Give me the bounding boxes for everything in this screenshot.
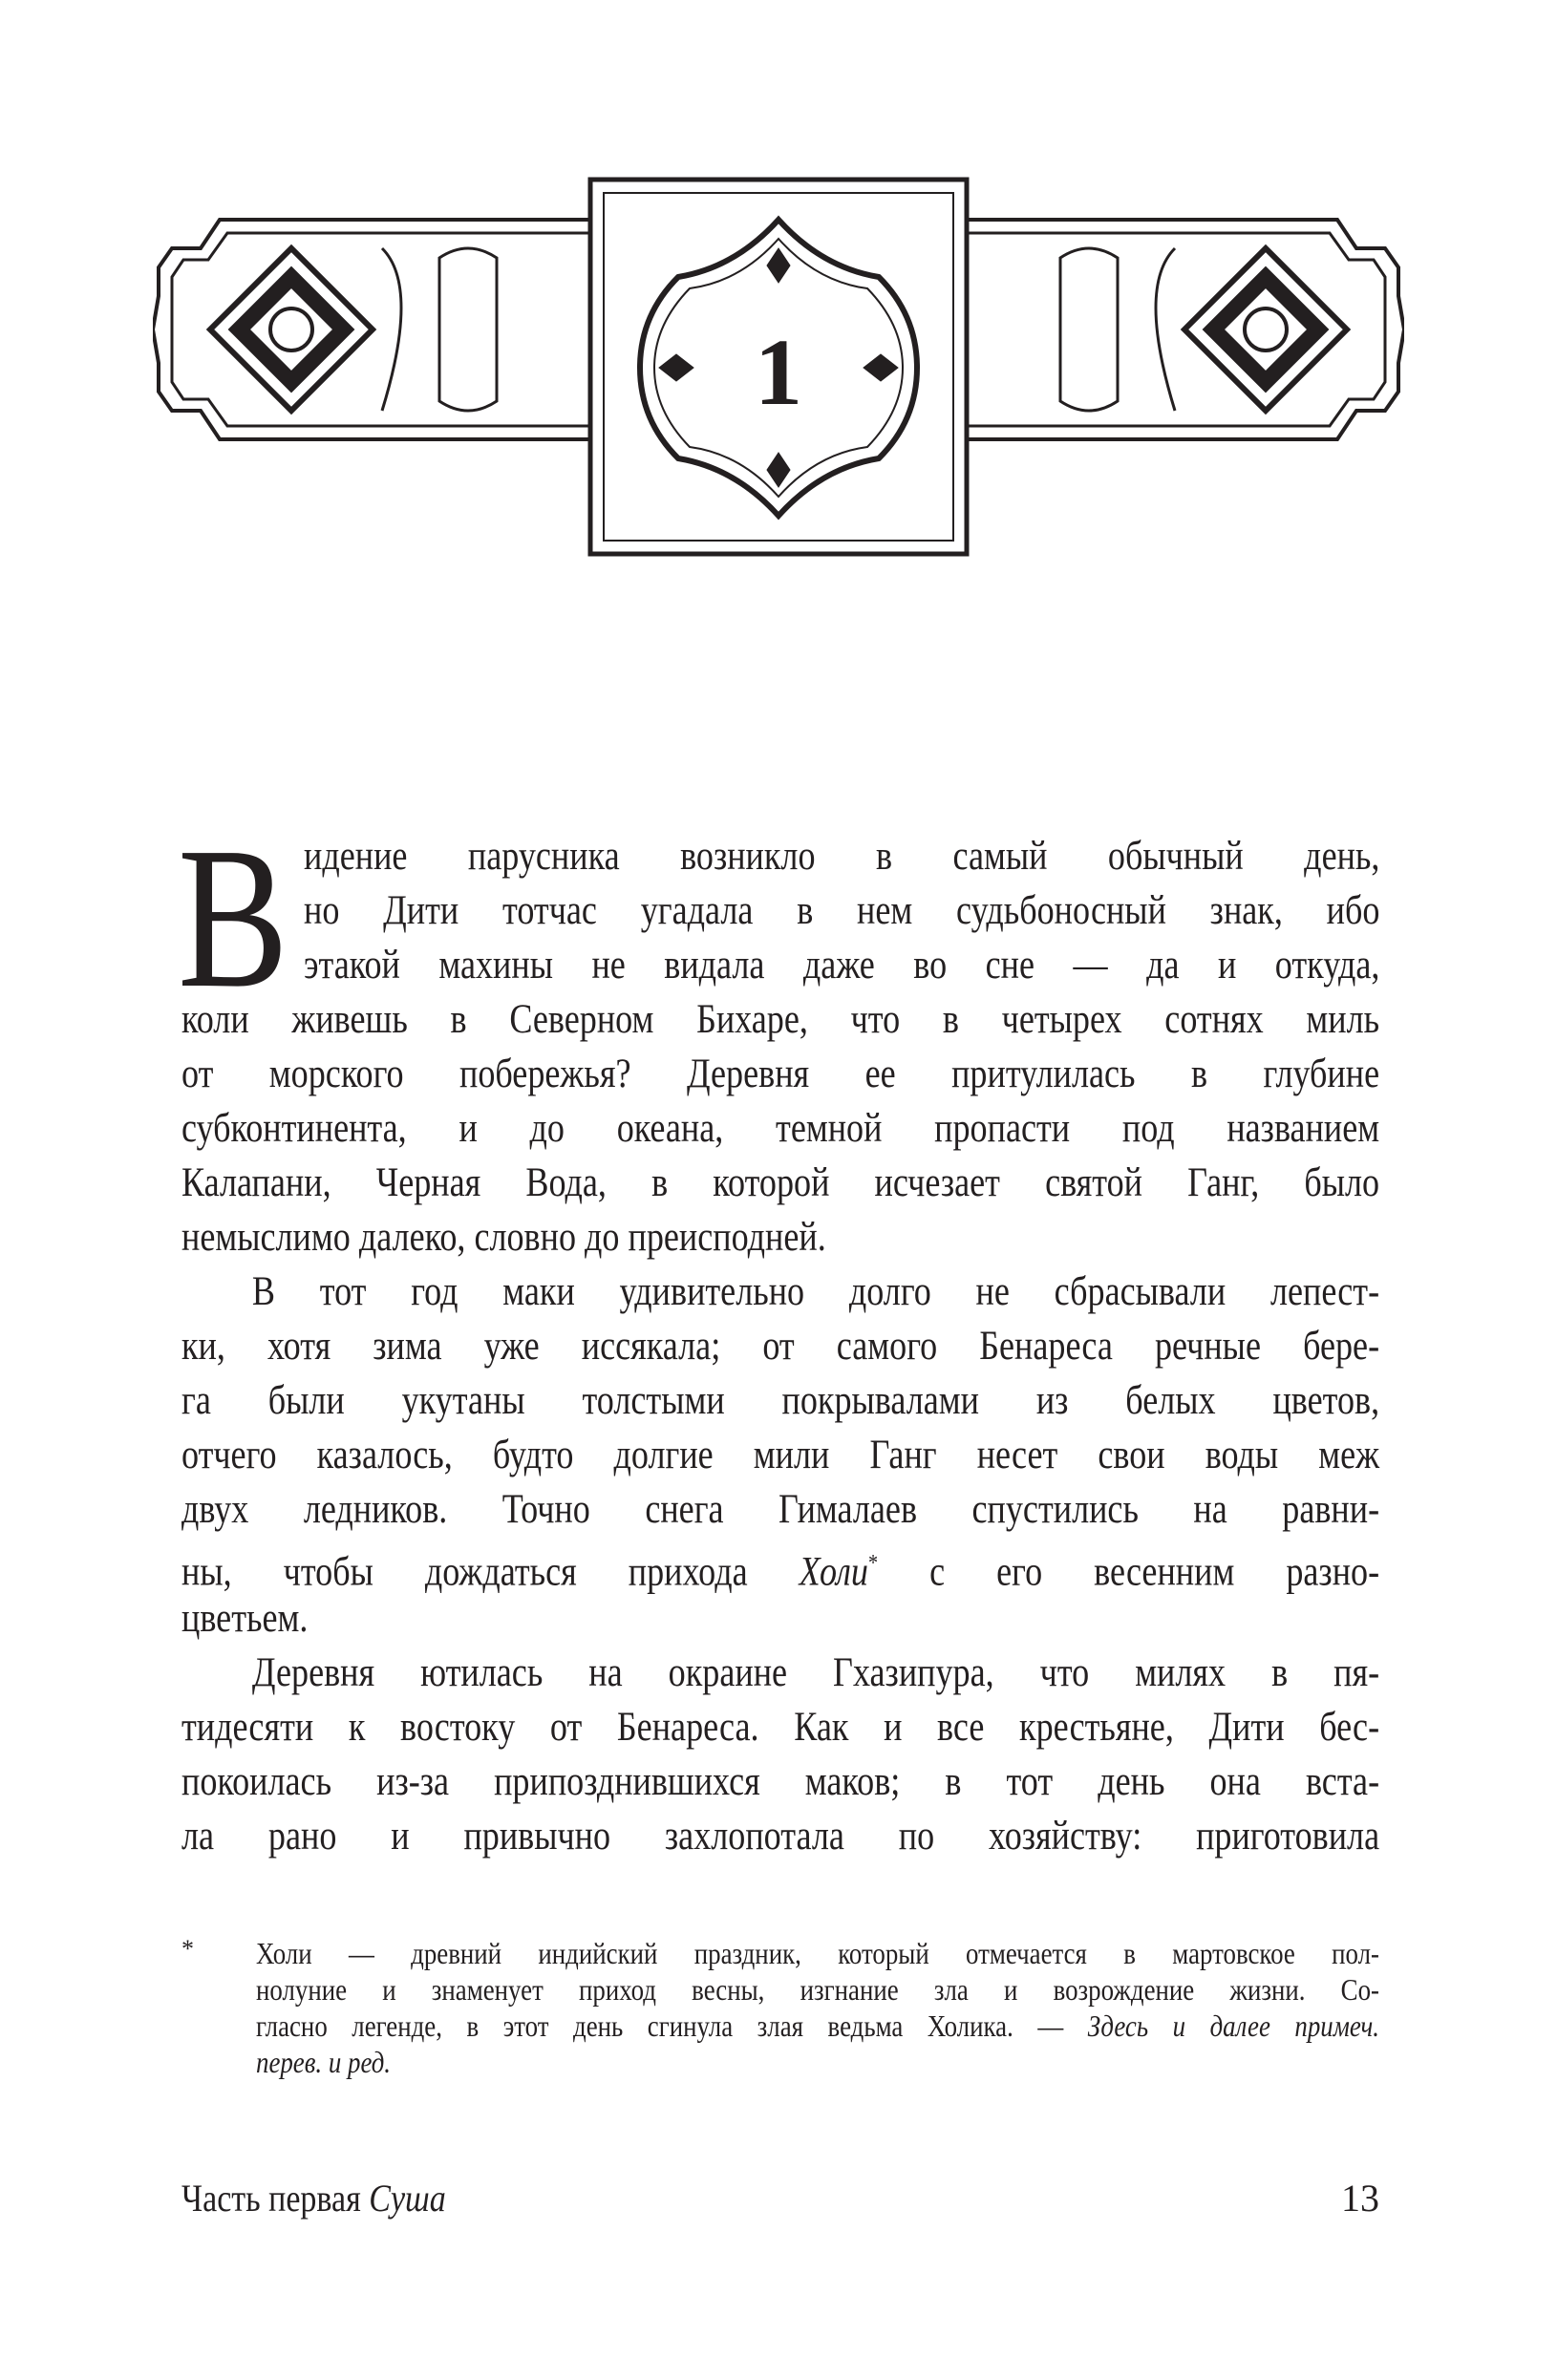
text-line: ки, хотя зима уже иссякала; от самого Бенареса речные бере- [181, 1324, 1380, 1369]
part-title: Суша [369, 2177, 446, 2220]
text-line: но Дити тотчас угадала в нем судьбоносный знак, ибо [304, 888, 1380, 933]
text-line: га были укутаны толстыми покрывалами из белых цветов, [181, 1378, 1380, 1423]
text-line: Калапани, Черная Вода, в которой исчезает святой Ганг, было [181, 1160, 1380, 1205]
text-line: ла рано и привычно захлопотала по хозяйству: приготовила [181, 1814, 1380, 1859]
footnote-line: нолуние и знаменует приход весны, изгнание зла и возрождение жизни. Со- [256, 1972, 1379, 2007]
text-line: двух ледников. Точно снега Гималаев спустились на равни- [181, 1487, 1380, 1532]
page-number: 13 [1341, 2177, 1379, 2220]
footnote [181, 1935, 1379, 2080]
italic-note: перев. и ред. [256, 2045, 392, 2079]
text-line: идение парусника возникло в самый обычный день, [304, 834, 1380, 879]
drop-cap: В [178, 805, 288, 1030]
chapter-number: 1 [755, 319, 802, 425]
text-span: гласно легенде, в этот день сгинула злая ведьма Холика. — [256, 2008, 1088, 2043]
text-line: этакой махины не видала даже во сне — да и откуда, [304, 943, 1380, 988]
text-line: субконтинента, и до океана, темной пропасти под названием [181, 1106, 1380, 1151]
text-line [181, 1537, 1380, 1595]
text-line: коли живешь в Северном Бихаре, что в четырех сотнях миль [181, 997, 1380, 1042]
footnote-ref[interactable]: * [867, 1551, 879, 1576]
footnote-line: Холи — древний индийский праздник, который отмечается в мартовское пол- [256, 1936, 1379, 1970]
text-line: Деревня ютилась на окраине Гхазипура, что милях в пя- [251, 1650, 1380, 1695]
text-line: немыслимо далеко, словно до преисподней. [181, 1215, 826, 1260]
part-label: Часть первая [181, 2177, 370, 2220]
running-title [181, 2176, 446, 2221]
text-line: от морского побережья? Деревня ее притулилась в глубине [181, 1052, 1380, 1096]
footnote-line [256, 2008, 1379, 2044]
text-line: цветьем. [181, 1596, 309, 1641]
text-line: отчего казалось, будто долгие мили Ганг несет свои воды меж [181, 1433, 1380, 1477]
text-span: ны, чтобы дождаться прихода [181, 1549, 800, 1595]
holi-term: Холи [799, 1549, 868, 1595]
body-text [181, 829, 1379, 1863]
text-line: тидесяти к востоку от Бенареса. Как и все крестьяне, Дити бес- [181, 1705, 1380, 1750]
italic-note: Здесь и далее примеч. [1087, 2008, 1380, 2043]
text-line: В тот год маки удивительно долго не сбрасывали лепест- [251, 1269, 1380, 1314]
text-line: покоилась из-за припозднившихся маков; в тот день она вста- [181, 1759, 1380, 1804]
footnote-line [256, 2044, 1379, 2080]
footnote-mark: * [181, 1935, 194, 1963]
text-span: с его весенним разно- [878, 1549, 1380, 1595]
